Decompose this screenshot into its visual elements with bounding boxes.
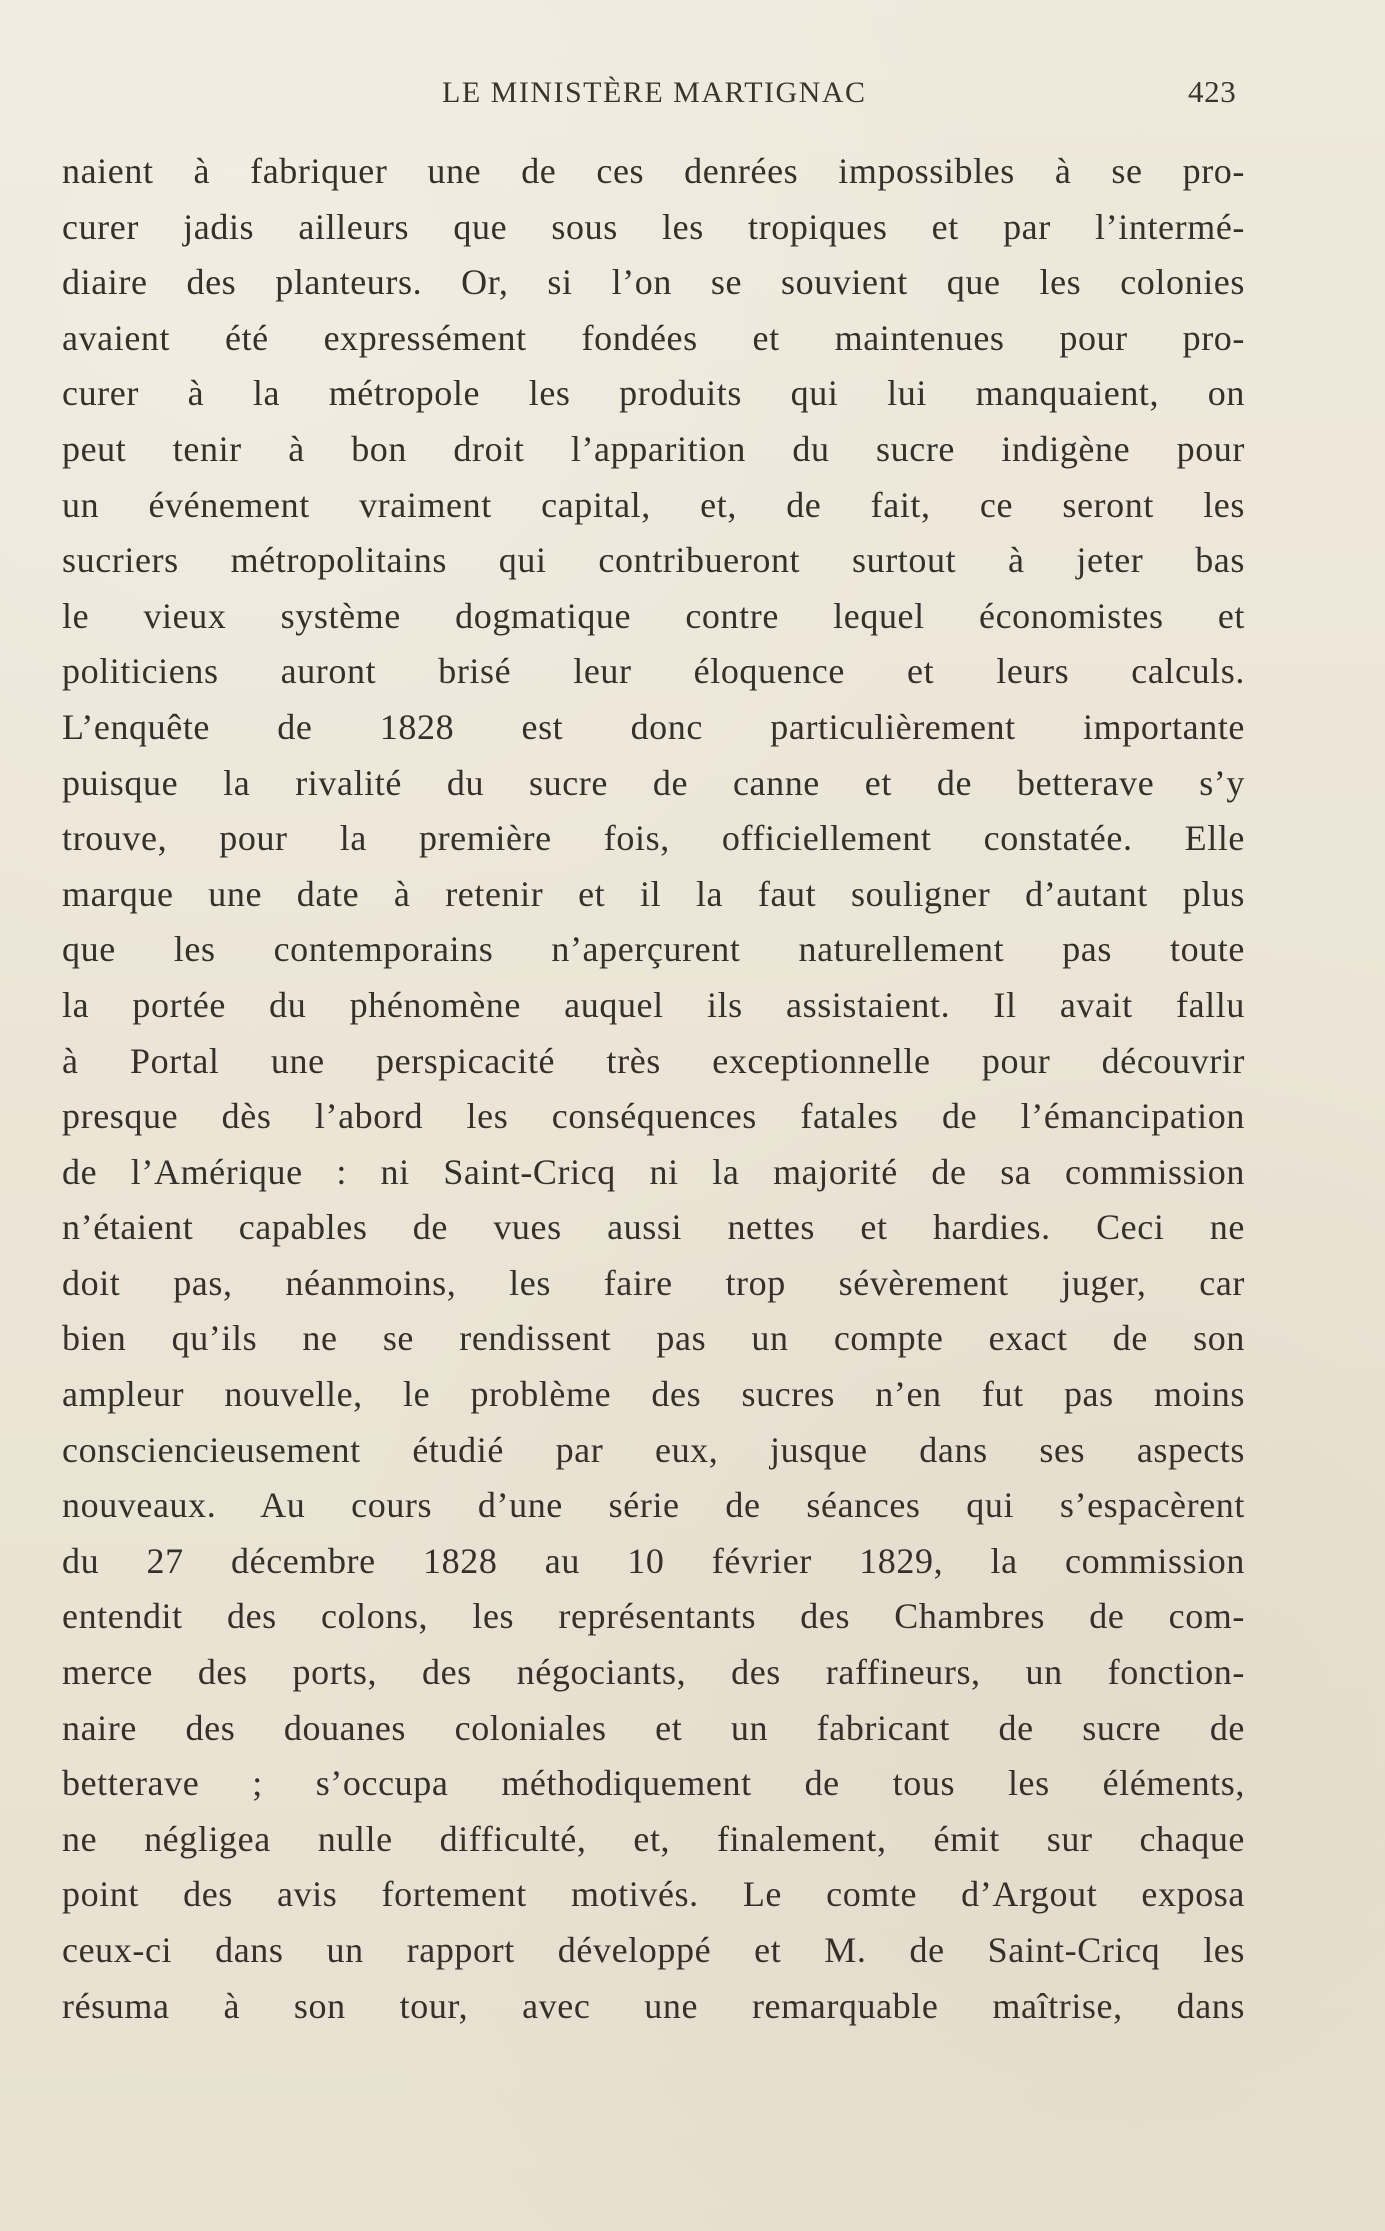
text-line: de l’Amérique : ni Saint-Cricq ni la majorité de sa commission — [62, 1151, 1245, 1192]
running-title: LE MINISTÈRE MARTIGNAC — [442, 76, 867, 109]
text-line: curer à la métropole les produits qui lui manquaient, on — [62, 373, 1245, 414]
text-line: à Portal une perspicacité très exceptionnelle pour découvrir — [62, 1040, 1245, 1081]
text-line: ceux-ci dans un rapport développé et M. de Saint-Cricq les — [62, 1930, 1245, 1970]
text-line: doit pas, néanmoins, les faire trop sévèrement juger, car — [62, 1262, 1245, 1303]
text-line: L’enquête de 1828 est donc particulièrement importante — [62, 706, 1245, 747]
text-line: bien qu’ils ne se rendissent pas un compte exact de son — [62, 1318, 1245, 1359]
body-text — [62, 144, 1245, 2034]
text-line: point des avis fortement motivés. Le comte d’Argout exposa — [62, 1874, 1245, 1915]
text-line: merce des ports, des négociants, des raffineurs, un fonction- — [62, 1652, 1245, 1693]
text-line: trouve, pour la première fois, officiellement constatée. Elle — [62, 818, 1245, 859]
text-line: la portée du phénomène auquel ils assistaient. Il avait fallu — [62, 984, 1245, 1025]
text-line: peut tenir à bon droit l’apparition du sucre indigène pour — [62, 428, 1245, 469]
text-line: presque dès l’abord les conséquences fatales de l’émancipation — [62, 1096, 1245, 1137]
text-line: naient à fabriquer une de ces denrées impossibles à se pro- — [62, 151, 1245, 191]
text-line: résuma à son tour, avec une remarquable maîtrise, dans — [62, 1985, 1245, 2026]
text-line: nouveaux. Au cours d’une série de séances qui s’espacèrent — [62, 1485, 1245, 1526]
text-line: politiciens auront brisé leur éloquence et leurs calculs. — [62, 651, 1245, 692]
text-line: n’étaient capables de vues aussi nettes et hardies. Ceci ne — [62, 1207, 1245, 1248]
text-line: marque une date à retenir et il la faut souligner d’autant plus — [62, 873, 1245, 914]
text-line: entendit des colons, les représentants des Chambres de com- — [62, 1596, 1245, 1637]
text-line: diaire des planteurs. Or, si l’on se souvient que les colonies — [62, 262, 1245, 303]
text-line: naire des douanes coloniales et un fabricant de sucre de — [62, 1707, 1245, 1748]
text-line: ampleur nouvelle, le problème des sucres n’en fut pas moins — [62, 1374, 1245, 1415]
text-line: un événement vraiment capital, et, de fait, ce seront les — [62, 484, 1245, 525]
text-line: sucriers métropolitains qui contribueront surtout à jeter bas — [62, 540, 1245, 581]
text-line: curer jadis ailleurs que sous les tropiques et par l’intermé- — [62, 206, 1245, 247]
text-line: betterave ; s’occupa méthodiquement de tous les éléments, — [62, 1763, 1245, 1804]
text-line: le vieux système dogmatique contre lequel économistes et — [62, 595, 1245, 636]
text-line: que les contemporains n’aperçurent naturellement pas toute — [62, 929, 1245, 970]
text-line: avaient été expressément fondées et maintenues pour pro- — [62, 317, 1245, 358]
text-line: ne négligea nulle difficulté, et, finalement, émit sur chaque — [62, 1818, 1245, 1859]
text-line: du 27 décembre 1828 au 10 février 1829, la commission — [62, 1540, 1245, 1581]
page-header — [0, 62, 1385, 112]
text-line: puisque la rivalité du sucre de canne et de betterave s’y — [62, 762, 1245, 803]
text-line: consciencieusement étudié par eux, jusque dans ses aspects — [62, 1429, 1245, 1470]
page-number: 423 — [1188, 74, 1237, 109]
